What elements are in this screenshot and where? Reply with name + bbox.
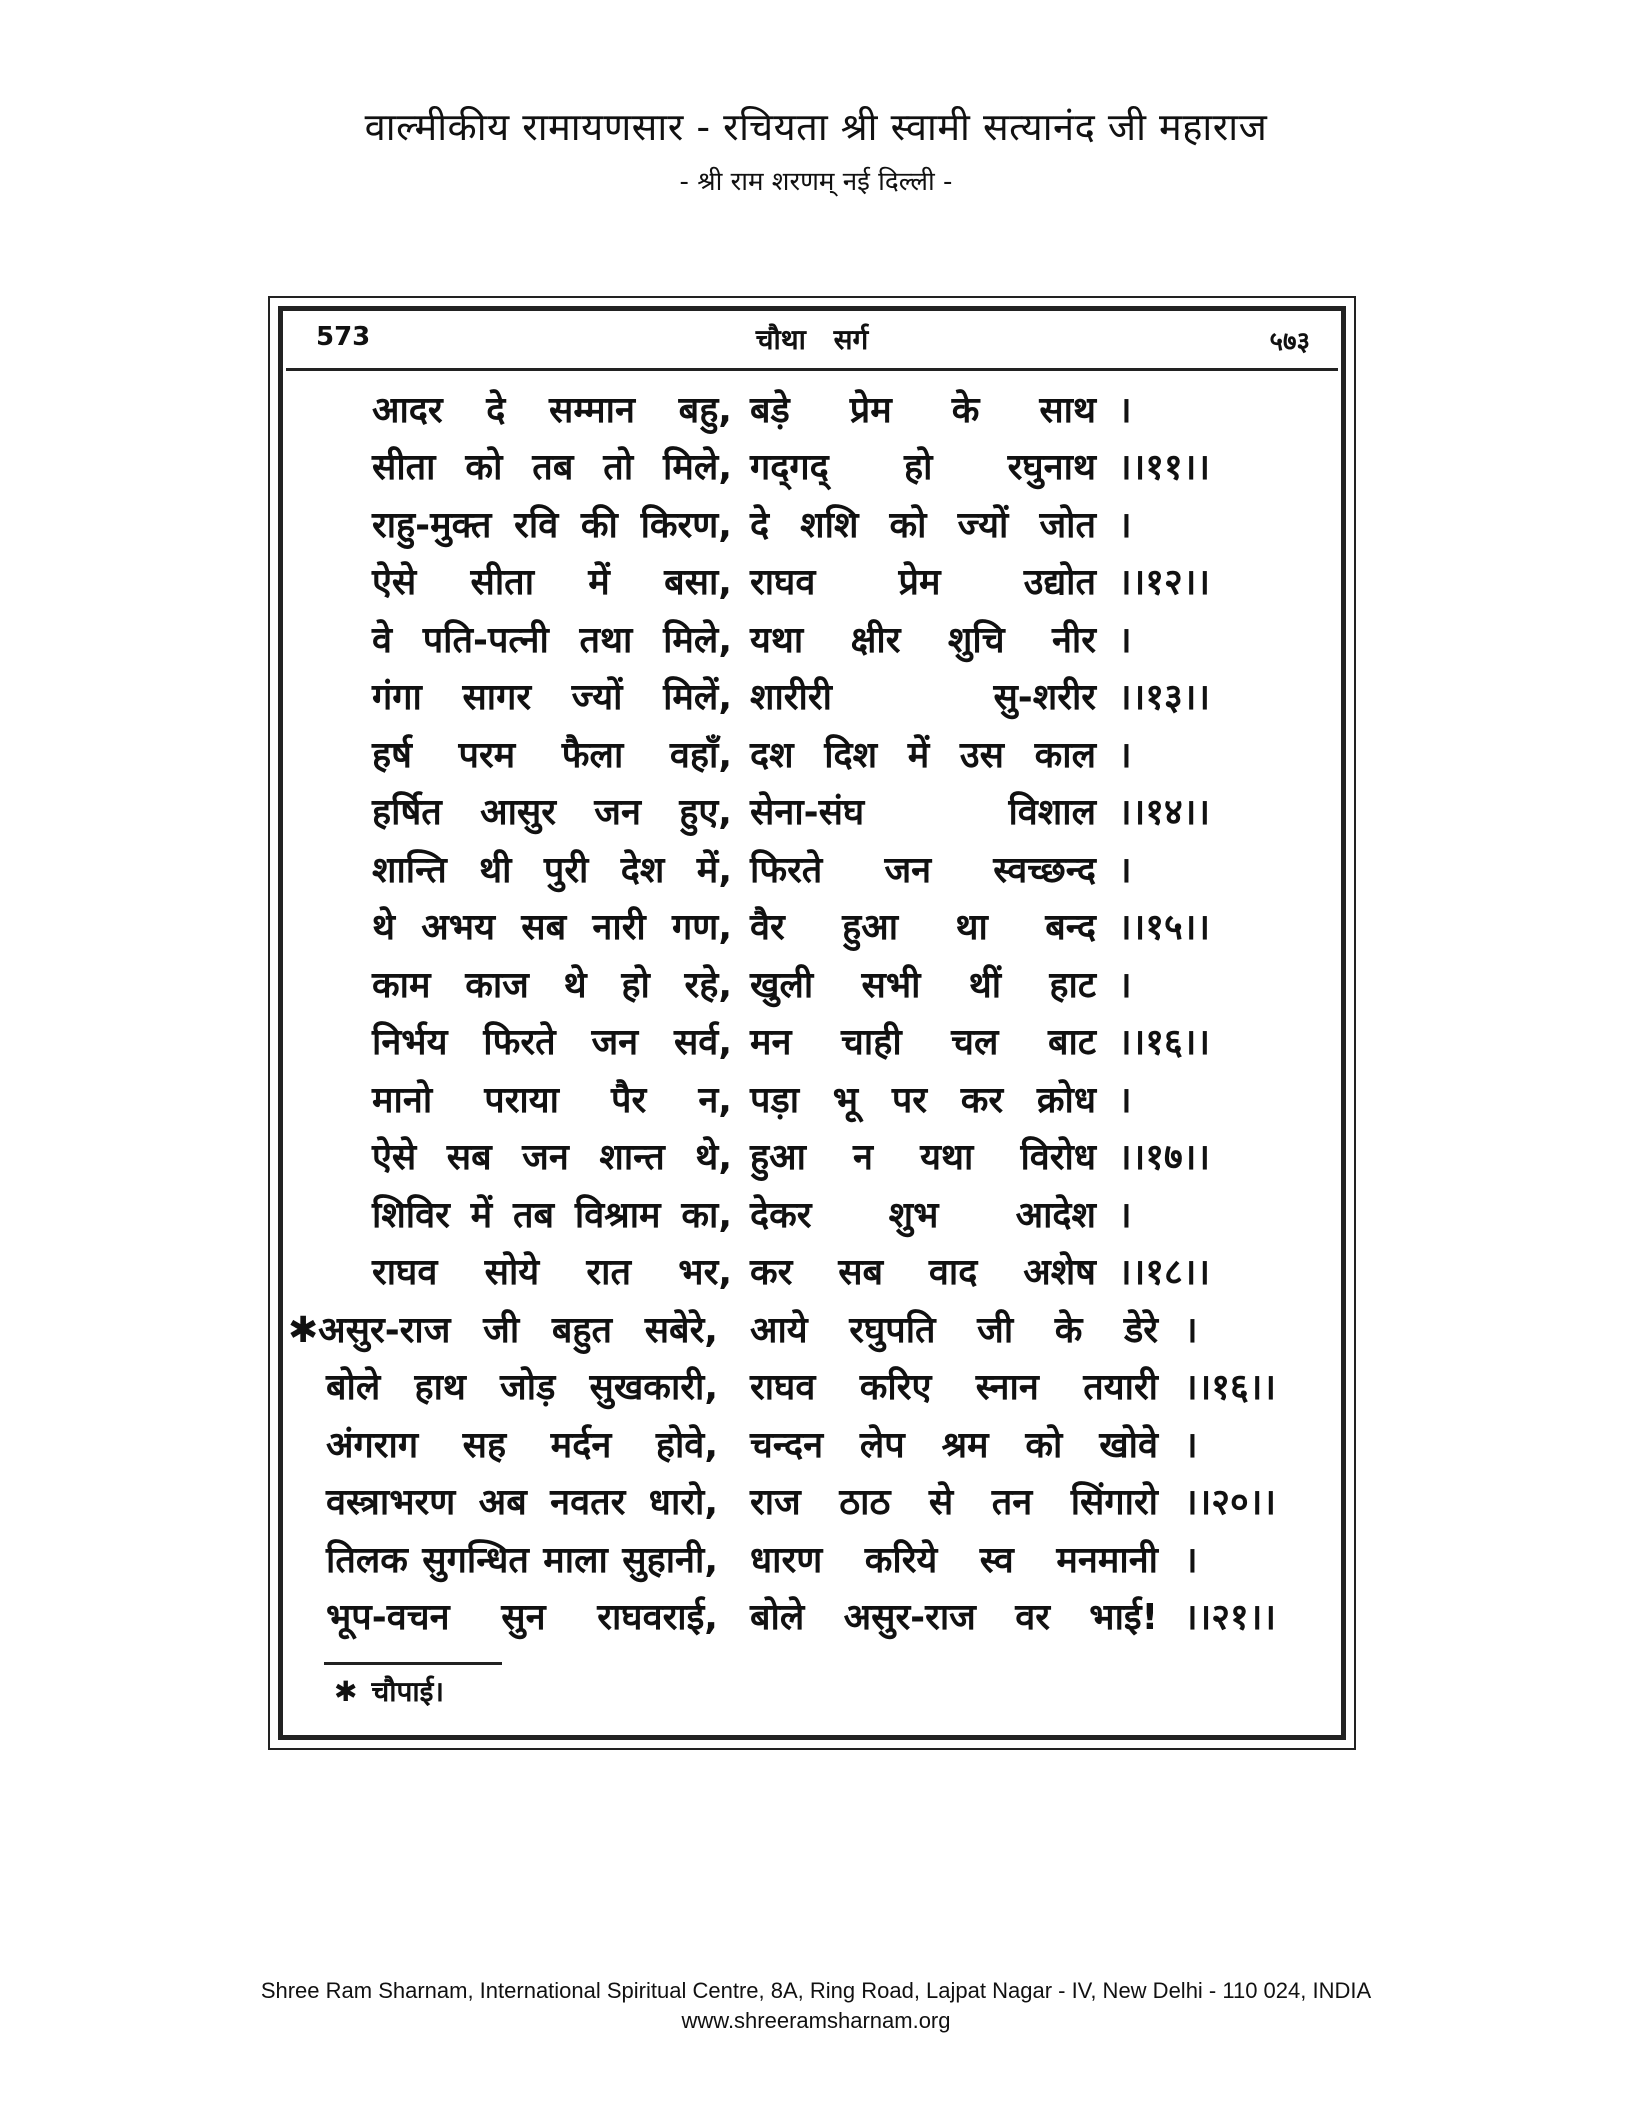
verse-second-half: मन चाही चल बाट <box>750 1022 1096 1063</box>
chaupai-line <box>288 1300 1328 1356</box>
verse-second-half: सेना-संघ विशाल <box>750 792 1096 833</box>
verse-marker: । <box>1118 1194 1132 1236</box>
verse-line <box>372 495 1272 551</box>
chaupai-first-half: ✱असुर-राज जी बहुत सबेरे, <box>288 1309 718 1351</box>
page-header <box>278 316 1346 366</box>
footnote <box>334 1672 444 1710</box>
chaupai-first-half: तिलक सुगन्धित माला सुहानी, <box>326 1539 718 1581</box>
verse-second-half: दे शशि को ज्यों जोत <box>750 504 1096 546</box>
verse-marker: । <box>1118 619 1132 661</box>
verse-second-half: दश दिश में उस काल <box>750 734 1096 776</box>
chaupai-second-half: राघव करिए स्नान तयारी <box>750 1367 1158 1408</box>
chaupai-second-half: धारण करिये स्व मनमानी <box>750 1539 1158 1581</box>
chaupai-second-half: आये रघुपति जी के डेरे <box>750 1309 1158 1351</box>
chaupai-first-half: वस्त्राभरण अब नवतर धारो, <box>326 1482 718 1523</box>
verse-line <box>372 840 1272 896</box>
verse-first-half: काम काज थे हो रहे, <box>372 964 732 1006</box>
chaupai-second-half: बोले असुर-राज वर भाई! <box>750 1597 1158 1638</box>
verse-first-half: शान्ति थी पुरी देश में, <box>372 849 732 891</box>
verse-second-half: यथा क्षीर शुचि नीर <box>750 619 1096 661</box>
verse-first-half: राघव सोये रात भर, <box>372 1252 732 1293</box>
verse-first-half: ऐसे सब जन शान्त थे, <box>372 1137 732 1178</box>
verse-line <box>372 438 1272 494</box>
chaupai-marker: । <box>1184 1539 1198 1581</box>
verse-marker: । <box>1118 964 1132 1006</box>
chaupai-line <box>288 1530 1328 1586</box>
page-number-arabic: 573 <box>316 322 371 352</box>
footer-address: Shree Ram Sharnam, International Spiritual Centre, 8A, Ring Road, Lajpat Nagar - IV, New Delhi - 110 024, INDIA <box>260 1978 1372 2003</box>
chaupai-second-half: राज ठाठ से तन सिंगारो <box>750 1482 1158 1523</box>
verse-marker: । <box>1118 1079 1132 1121</box>
verse-second-half: देकर शुभ आदेश <box>750 1194 1096 1236</box>
verse-line <box>372 955 1272 1011</box>
chaupai-first-half: अंगराग सह मर्दन होवे, <box>326 1424 718 1466</box>
verse-marker: ।।१६।। <box>1118 1022 1211 1063</box>
verse-first-half: हर्षित आसुर जन हुए, <box>372 792 732 833</box>
chaupai-marker: । <box>1184 1309 1198 1351</box>
footer-website[interactable]: www.shreeramsharnam.org <box>681 2008 951 2033</box>
verse-marker: ।।११।। <box>1118 447 1211 488</box>
verse-second-half: गद्‌गद्‌ हो रघुनाथ <box>750 447 1096 488</box>
page-number-devanagari: ५७३ <box>1269 327 1310 357</box>
chaupai-marker: ।।२१।। <box>1184 1597 1277 1638</box>
verse-first-half: थे अभय सब नारी गण, <box>372 907 732 948</box>
chaupai-marker: ।।१६।। <box>1184 1367 1277 1408</box>
verse-marker: । <box>1118 849 1132 891</box>
verse-first-half: आदर दे सम्मान बहु, <box>372 389 732 431</box>
verse-marker: ।।१२।। <box>1118 562 1211 603</box>
verse-marker: ।।१७।। <box>1118 1137 1211 1178</box>
verse-marker: । <box>1118 734 1132 776</box>
verse-line <box>372 1243 1272 1299</box>
verse-marker: ।।१३।। <box>1118 677 1211 718</box>
verse-line <box>372 668 1272 724</box>
chaupai-line <box>288 1473 1328 1529</box>
verse-first-half: वे पति-पत्नी तथा मिले, <box>372 619 732 661</box>
asterisk-icon: ✱ <box>334 1675 358 1708</box>
verse-first-half: गंगा सागर ज्यों मिलें, <box>372 677 732 718</box>
chaupai-line <box>288 1358 1328 1414</box>
chaupai-first-half: भूप-वचन सुन राघवराई, <box>326 1597 718 1638</box>
chaupai-marker: ।।२०।। <box>1184 1482 1277 1523</box>
chaupai-second-half: चन्दन लेप श्रम को खोवे <box>750 1424 1158 1466</box>
verse-second-half: शारीरी सु-शरीर <box>750 677 1096 718</box>
verse-first-half: राहु-मुक्त रवि की किरण, <box>372 504 732 546</box>
verse-line <box>372 1128 1272 1184</box>
verse-second-half: फिरते जन स्वच्छन्द <box>750 849 1096 891</box>
chapter-title: चौथा सर्ग <box>755 323 869 356</box>
verse-first-half: शिविर में तब विश्राम का, <box>372 1194 732 1236</box>
verse-marker: । <box>1118 504 1132 546</box>
document-title: वाल्मीकीय रामायणसार - रचियता श्री स्वामी सत्यानंद जी महाराज <box>364 105 1268 149</box>
verse-second-half: वैर हुआ था बन्द <box>750 907 1096 948</box>
verse-first-half: निर्भय फिरते जन सर्व, <box>372 1022 732 1063</box>
verse-marker: ।।१५।। <box>1118 907 1211 948</box>
verse-line <box>372 725 1272 781</box>
verse-first-half: हर्ष परम फैला वहाँ, <box>372 734 732 776</box>
chaupai-line <box>288 1588 1328 1644</box>
verse-second-half: कर सब वाद अशेष <box>750 1252 1096 1293</box>
chaupai-marker: । <box>1184 1424 1198 1466</box>
verse-second-half: पड़ा भू पर कर क्रोध <box>750 1079 1096 1121</box>
verse-second-half: राघव प्रेम उद्योत <box>750 562 1096 603</box>
chaupai-first-half: बोले हाथ जोड़ सुखकारी, <box>326 1367 718 1408</box>
verse-first-half: ऐसे सीता में बसा, <box>372 562 732 603</box>
verse-line <box>372 783 1272 839</box>
footnote-text: चौपाई। <box>371 1675 445 1708</box>
verse-line <box>372 1070 1272 1126</box>
footnote-divider <box>324 1662 502 1665</box>
verse-second-half: बड़े प्रेम के साथ <box>750 389 1096 431</box>
verse-marker: ।।१४।। <box>1118 792 1211 833</box>
verse-marker: ।।१८।। <box>1118 1252 1211 1293</box>
verse-first-half: सीता को तब तो मिले, <box>372 447 732 488</box>
verse-line <box>372 380 1272 436</box>
verse-line <box>372 1013 1272 1069</box>
verse-second-half: हुआ न यथा विरोध <box>750 1137 1096 1178</box>
verse-line <box>372 1185 1272 1241</box>
verse-marker: । <box>1118 389 1132 431</box>
verse-line <box>372 610 1272 666</box>
verse-second-half: खुली सभी थीं हाट <box>750 964 1096 1006</box>
document-subtitle: - श्री राम शरणम् नई दिल्ली - <box>679 167 953 197</box>
verse-line <box>372 553 1272 609</box>
verse-line <box>372 898 1272 954</box>
chaupai-line <box>288 1415 1328 1471</box>
header-divider <box>286 368 1338 371</box>
verse-first-half: मानो पराया पैर न, <box>372 1079 732 1121</box>
